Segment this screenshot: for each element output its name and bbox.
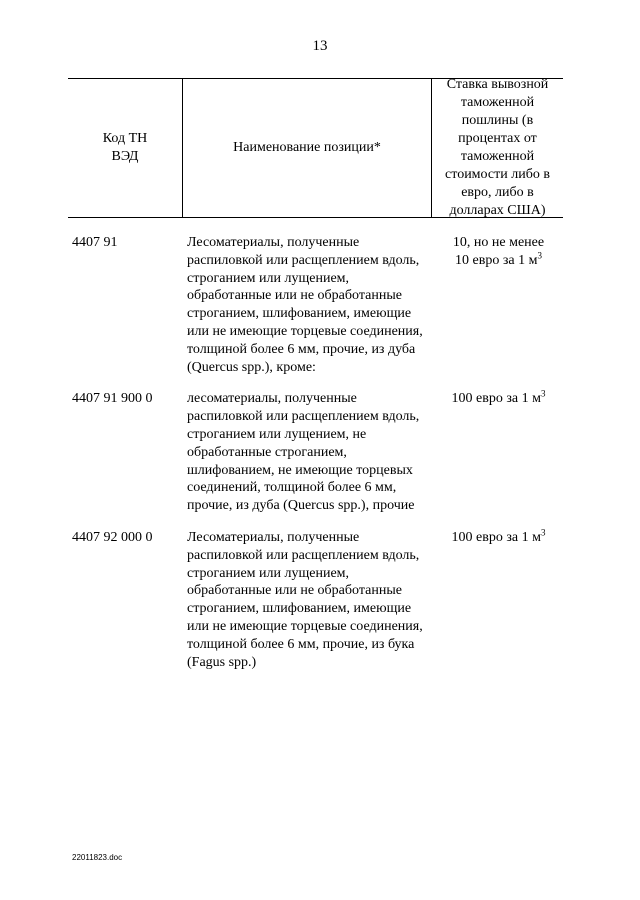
row-rate: 100 евро за 1 $м^3$ [451, 527, 546, 545]
row-name: Лесоматериалы, полученные распиловкой или расщеплением вдоль, строганием или лущением, обработанные или не обработанные строганием, шлифованием, имеющие или не имеющие торцевые соединения, толщиной более 6 мм, прочие, из бука (Fagus spp.) [187, 529, 423, 670]
header-rate [432, 79, 563, 217]
row-code: 4407 91 900 0 [72, 391, 153, 407]
header-name [183, 79, 431, 217]
page-number: 13 [312, 38, 328, 54]
document-filename: 22011823.doc [72, 853, 123, 862]
row-rate [436, 234, 561, 270]
table-row [68, 529, 563, 671]
header-code-label: Код ТН ВЭД [102, 131, 148, 164]
row-name: лесоматериалы, полученные распиловкой или расщеплением вдоль, строганием или лущением, не обработанные строганием, шлифованием, не имеющие торцевых соединений, толщиной более 6 мм, прочие, из дуба (Quercus spp.), прочие [187, 391, 420, 514]
row-code: 4407 91 [72, 235, 118, 250]
rate-line: 10 евро за 1 $м^3$ [455, 250, 542, 268]
rate-line: 10, но не менее [452, 235, 545, 250]
header-code [68, 79, 182, 217]
header-rate-label: Ставка вывозной таможенной пошлины (в процентах от таможенной стоимости либо в евро, либо в долларах США) [445, 77, 550, 218]
header-name-label: Наименование позиции* [233, 140, 381, 155]
row-rate: 100 евро за 1 $м^3$ [451, 388, 546, 407]
row-code: 4407 92 000 0 [72, 529, 153, 545]
table-row [68, 234, 563, 376]
table-header [68, 78, 563, 218]
customs-duty-table [68, 78, 563, 671]
row-name: Лесоматериалы, полученные распиловкой или расщеплением вдоль, строганием или лущением, обработанные или не обработанные строганием, шлифованием, имеющие или не имеющие торцевые соединения, толщиной более 6 мм, прочие, из дуба (Quercus spp.), кроме: [187, 235, 423, 375]
table-row [68, 390, 563, 515]
